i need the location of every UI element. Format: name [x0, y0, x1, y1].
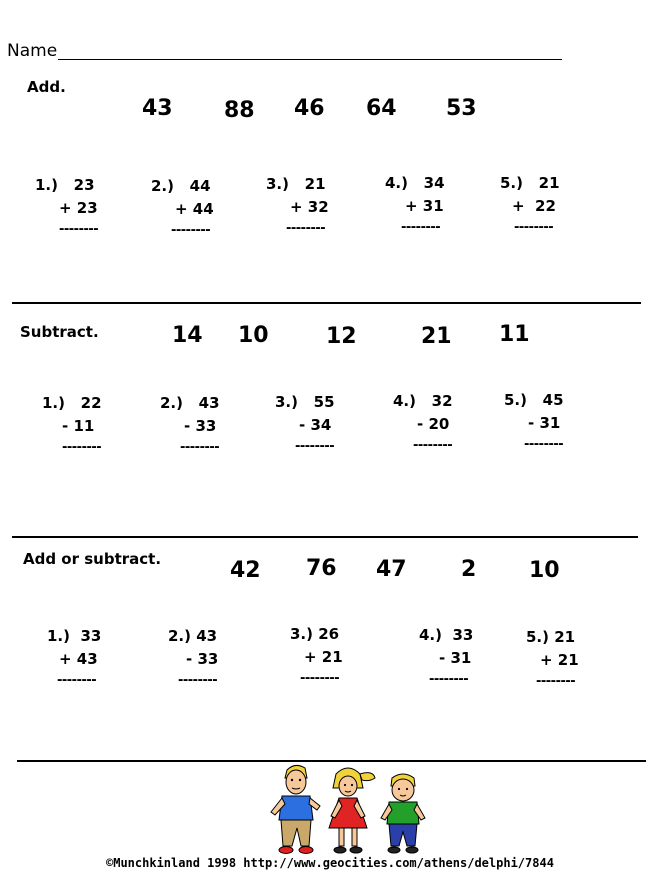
problem-bottom: + 21 — [540, 651, 579, 669]
name-write-line[interactable] — [58, 59, 562, 60]
problem-bottom: - 34 — [299, 416, 332, 434]
answer-choice: 88 — [224, 98, 255, 123]
answer-choice: 12 — [326, 324, 357, 349]
problem-bottom: - 33 — [184, 417, 217, 435]
footer-credit: ©Munchkinland 1998 http://www.geocities.com/athens/delphi/7844 — [106, 856, 554, 870]
answer-choice: 43 — [142, 96, 173, 121]
problem-top: 21 — [538, 174, 560, 192]
section-heading-add-or-subtract: Add or subtract. — [23, 550, 162, 568]
problem-bottom: + 31 — [405, 197, 444, 215]
problem-number: 1.) — [42, 394, 65, 412]
answer-line: -------- — [300, 671, 340, 686]
answer-choice: 47 — [376, 557, 407, 582]
answer-line: -------- — [401, 220, 441, 235]
problem — [42, 392, 102, 458]
problem — [419, 624, 473, 690]
problem — [266, 173, 329, 239]
problem-number: 5.) — [526, 628, 549, 646]
problem-bottom: + 43 — [59, 650, 98, 668]
problem-number: 2.) — [160, 394, 183, 412]
answer-line: -------- — [62, 440, 102, 455]
answer-choice: 10 — [238, 323, 269, 348]
answer-line: -------- — [295, 439, 335, 454]
problem-top: 43 — [198, 394, 220, 412]
problem-top: 55 — [313, 393, 335, 411]
answer-line: -------- — [57, 673, 97, 688]
answer-choice: 10 — [529, 558, 560, 583]
problem-bottom: + 23 — [59, 199, 98, 217]
answer-choice: 76 — [306, 556, 337, 581]
problem-number: 3.) — [266, 175, 289, 193]
answer-choice: 53 — [446, 96, 477, 121]
problem — [47, 625, 101, 691]
section-divider — [12, 302, 641, 304]
problem — [160, 392, 220, 458]
answer-choice: 64 — [366, 96, 397, 121]
answer-line: -------- — [180, 440, 220, 455]
problem-number: 1.) — [47, 627, 70, 645]
answer-choice: 11 — [499, 322, 530, 347]
problem-bottom: - 33 — [186, 650, 219, 668]
answer-line: -------- — [524, 437, 564, 452]
problem — [393, 390, 453, 456]
section-divider — [12, 536, 638, 538]
problem-top: 22 — [80, 394, 102, 412]
problem-number: 4.) — [419, 626, 442, 644]
answer-choice: 14 — [172, 323, 203, 348]
problem-top: 44 — [189, 177, 211, 195]
problem-number: 3.) — [290, 625, 313, 643]
problem — [526, 626, 579, 692]
girl-red-dress — [329, 768, 375, 853]
answer-line: -------- — [171, 223, 211, 238]
answer-choice: 46 — [294, 96, 325, 121]
problem-bottom: - 11 — [62, 417, 95, 435]
problem-top: 26 — [318, 625, 340, 643]
problem-top: 23 — [73, 176, 95, 194]
problem — [504, 389, 564, 455]
answer-line: -------- — [413, 438, 453, 453]
problem-top: 33 — [452, 626, 474, 644]
answer-line: -------- — [514, 220, 554, 235]
problem-bottom: - 20 — [417, 415, 450, 433]
problem — [168, 625, 218, 691]
problem-bottom: - 31 — [528, 414, 561, 432]
problem — [35, 174, 98, 240]
problem-bottom: + 22 — [512, 197, 556, 215]
problem-number: 2.) — [151, 177, 174, 195]
problem-top: 21 — [554, 628, 576, 646]
problem-top: 21 — [304, 175, 326, 193]
problem-top: 34 — [423, 174, 445, 192]
problem-top: 32 — [431, 392, 453, 410]
problem — [151, 175, 214, 241]
problem-bottom: + 21 — [304, 648, 343, 666]
problem-number: 1.) — [35, 176, 58, 194]
problem — [275, 391, 335, 457]
answer-choice: 2 — [461, 557, 477, 582]
problem-number: 5.) — [504, 391, 527, 409]
problem-number: 4.) — [393, 392, 416, 410]
problem-bottom: - 31 — [439, 649, 472, 667]
problem-top: 33 — [80, 627, 102, 645]
answer-line: -------- — [59, 222, 99, 237]
answer-choice: 42 — [230, 558, 261, 583]
answer-choice: 21 — [421, 324, 452, 349]
name-label: Name — [7, 41, 58, 61]
problem — [385, 172, 445, 238]
problem-bottom: + 32 — [290, 198, 329, 216]
problem-top: 43 — [196, 627, 218, 645]
problem-number: 2.) — [168, 627, 191, 645]
problem-top: 45 — [542, 391, 564, 409]
problem — [500, 172, 560, 238]
problem-number: 5.) — [500, 174, 523, 192]
section-heading-subtract: Subtract. — [20, 323, 99, 341]
problem-number: 4.) — [385, 174, 408, 192]
boy-green-shirt — [381, 774, 425, 853]
answer-line: -------- — [178, 673, 218, 688]
kids-clipart — [265, 762, 435, 858]
problem-number: 3.) — [275, 393, 298, 411]
section-heading-add: Add. — [27, 78, 66, 96]
boy-blue-shirt — [271, 765, 320, 853]
problem-bottom: + 44 — [175, 200, 214, 218]
answer-line: -------- — [536, 674, 576, 689]
answer-line: -------- — [429, 672, 469, 687]
problem — [290, 623, 343, 689]
answer-line: -------- — [286, 221, 326, 236]
